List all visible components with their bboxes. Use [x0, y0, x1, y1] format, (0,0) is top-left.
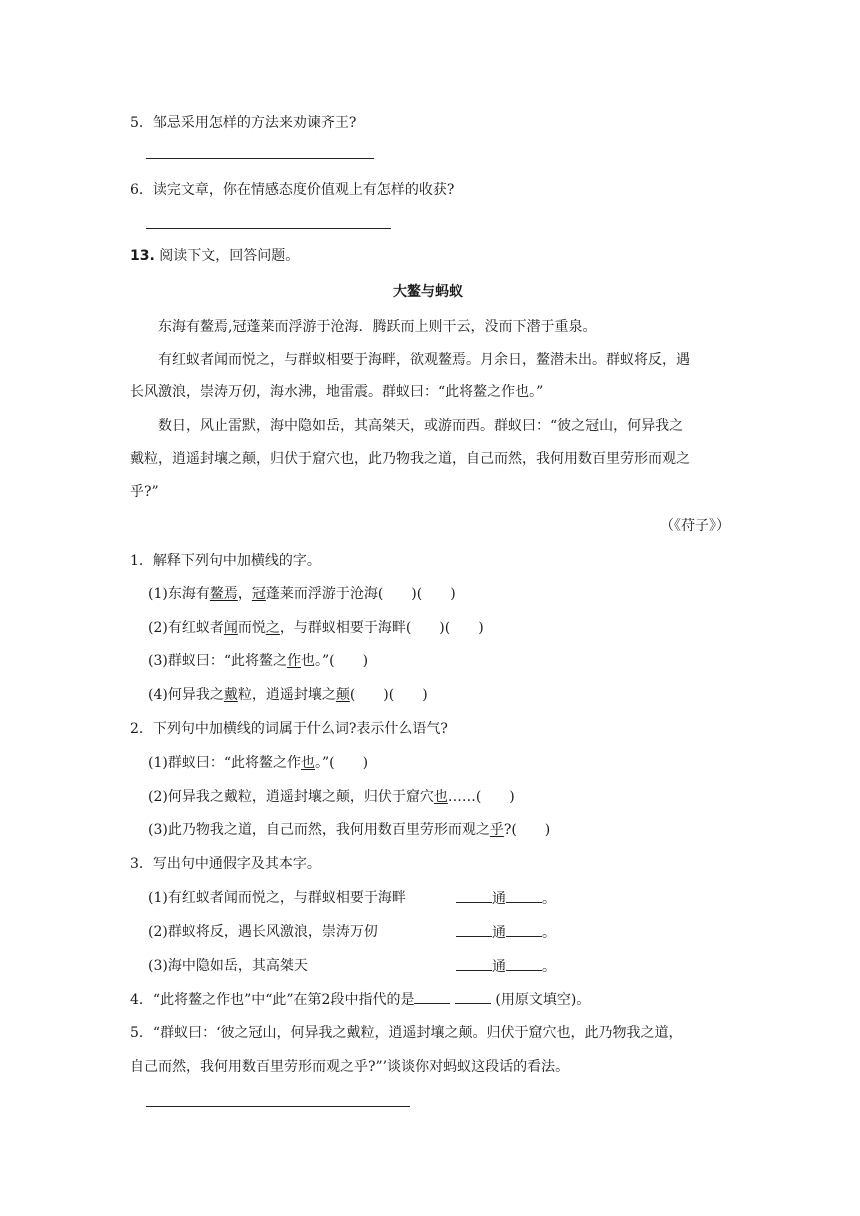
subquestion-5-line-2: 自己而然，我何用数百里劳形而观之乎?”’谈谈你对蚂蚁这段话的看法。 [130, 1059, 570, 1075]
answer-line-sub5[interactable] [146, 1106, 410, 1107]
answer-line-q5[interactable] [146, 158, 374, 159]
underlined-word: 戴 [223, 687, 238, 703]
question-13-prompt: 阅读下文，回答问题。 [159, 248, 300, 264]
passage-paragraph-2-line-1: 有红蚁者闻而悦之，与群蚁相要于海畔，欲观鳌焉。月余日，鳌潜未出。群蚁将反，遇 [158, 352, 690, 368]
underlined-word: 闻 [223, 620, 238, 636]
subquestion-4: 4．“此将鳌之作也”中“此”在第2段中指代的是 (用原文填空)。 [130, 989, 590, 1010]
subquestion-1-item-1: (1)东海有鳌焉，冠蓬莱而浮游于沧海( )( ) [148, 586, 456, 602]
subquestion-2-item-2: (2)何异我之戴粒，逍遥封壤之颠，归伏于窟穴也……( ) [148, 789, 515, 805]
underlined-word: 冠 [251, 586, 266, 602]
underlined-word: 乎 [489, 822, 504, 838]
question-13-number: 13. [130, 248, 155, 264]
underlined-word: 颠 [335, 687, 350, 703]
subquestion-3-item-2: (2)群蚁将反，遇长风激浪，崇涛万仞 [148, 924, 378, 940]
subquestion-2-item-1: (1)群蚁曰：“此将鳌之作也。”( ) [148, 755, 369, 771]
blank-field[interactable] [506, 888, 542, 903]
underlined-word: 也 [301, 755, 315, 771]
blank-field[interactable] [456, 888, 492, 903]
passage-source: （《苻子》） [660, 518, 730, 534]
underlined-word: 鳌焉 [209, 586, 238, 602]
subquestion-1-item-3: (3)群蚁曰：“此将鳌之作也。”( ) [148, 653, 369, 669]
blank-field[interactable] [414, 989, 450, 1004]
subquestion-1-item-2: (2)有红蚁者闻而悦之，与群蚁相要于海畔( )( ) [148, 620, 484, 636]
underlined-word: 之 [265, 620, 280, 636]
passage-paragraph-3-line-3: 乎?” [130, 484, 159, 500]
subquestion-3-item-3: (3)海中隐如岳，其高桀天 [148, 958, 308, 974]
subquestion-2-heading: 2．下列句中加横线的词属于什么词?表示什么语气? [130, 721, 448, 737]
subquestion-3-item-1: (1)有红蚁者闻而悦之，与群蚁相要于海畔 [148, 890, 406, 906]
subquestion-2-item-3: (3)此乃物我之道，自己而然，我何用数百里劳形而观之乎?( ) [148, 822, 551, 838]
blank-field[interactable] [506, 922, 542, 937]
blank-field[interactable] [456, 922, 492, 937]
passage-paragraph-3-line-1: 数日，风止雷默，海中隐如岳，其高桀天，或游而西。群蚁曰：“彼之冠山，何异我之 [158, 418, 684, 434]
question-5-text: 5．邹忌采用怎样的方法来劝谏齐王? [130, 115, 357, 131]
underlined-word: 也 [433, 789, 448, 805]
tongjia-blank-row-1: 通 。 [456, 888, 556, 909]
blank-field[interactable] [506, 956, 542, 971]
tongjia-blank-row-3: 通 。 [456, 956, 556, 977]
tongjia-blank-row-2: 通 。 [456, 922, 556, 943]
blank-field[interactable] [455, 989, 491, 1004]
blank-field[interactable] [456, 956, 492, 971]
question-13-header [130, 246, 299, 266]
passage-paragraph-3-line-2: 戴粒，逍遥封壤之颠，归伏于窟穴也，此乃物我之道，自己而然，我何用数百里劳形而观之 [130, 451, 690, 467]
subquestion-3-heading: 3．写出句中通假字及其本字。 [130, 856, 321, 872]
subquestion-1-heading: 1．解释下列句中加横线的字。 [130, 553, 321, 569]
underlined-word: 作 [287, 653, 301, 669]
subquestion-1-item-4: (4)何异我之戴粒，逍遥封壤之颠( )( ) [148, 687, 428, 703]
subquestion-5-line-1: 5．“群蚁曰：‘彼之冠山，何异我之戴粒，逍遥封壤之颠。归伏于窟穴也，此乃物我之道， [130, 1025, 683, 1041]
question-6-text: 6．读完文章，你在情感态度价值观上有怎样的收获? [130, 182, 455, 198]
passage-paragraph-1: 东海有鳌焉,冠蓬莱而浮游于沧海．腾跃而上则干云，没而下潜于重泉。 [158, 319, 597, 335]
passage-title: 大鳌与蚂蚁 [393, 284, 463, 300]
passage-paragraph-2-line-2: 长风激浪，崇涛万仞，海水沸，地雷震。群蚁曰：“此将鳌之作也。” [130, 384, 544, 400]
answer-line-q6[interactable] [146, 228, 391, 229]
